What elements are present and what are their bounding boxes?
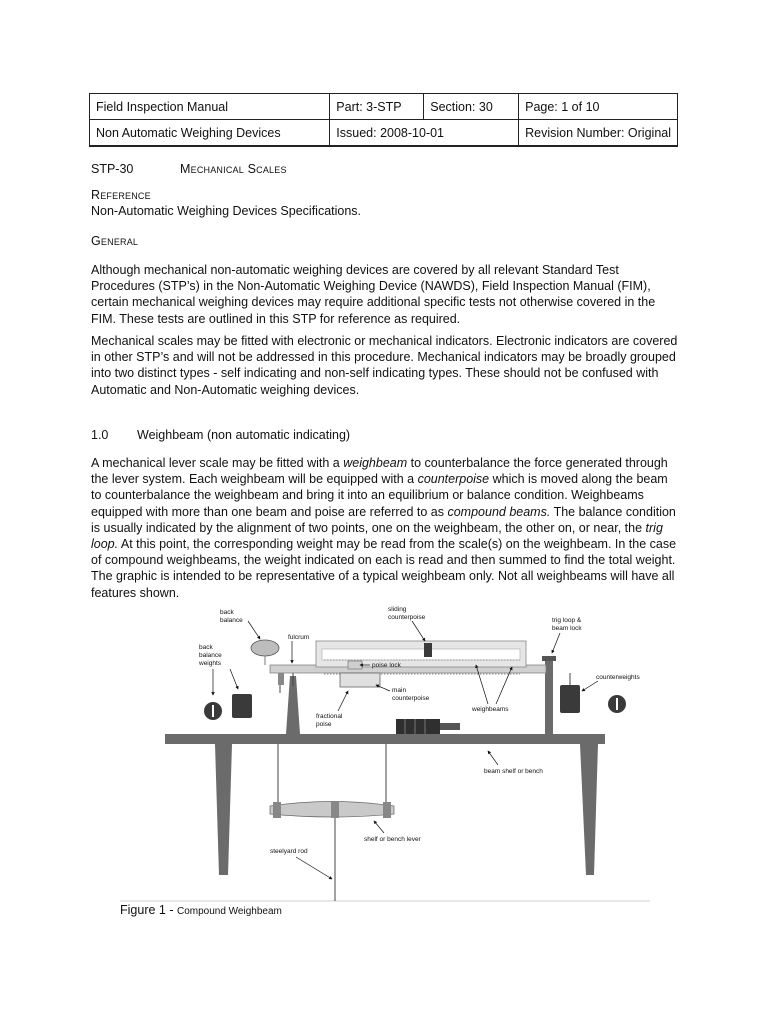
text-line: Although mechanical non-automatic weighing devices are covered by all relevant Standard Test: [91, 263, 619, 277]
text-line: certain mechanical weighing devices may require additional specific tests not otherwise covered in the: [91, 295, 656, 310]
reference-text: Non-Automatic Weighing Devices Specifications.: [91, 204, 362, 218]
label-back-balance: balance: [220, 617, 243, 624]
label-beam-shelf: beam shelf or bench: [484, 768, 543, 775]
manual-cell: Field Inspection Manual: [90, 94, 330, 120]
label-back-balance-weights: weights: [199, 660, 222, 667]
back-balance-weights: [232, 694, 252, 718]
device-cell: Non Automatic Weighing Devices: [90, 120, 330, 147]
label-shelf-lever: shelf or bench lever: [364, 836, 421, 843]
label-fractional-poise: fractional: [316, 713, 343, 720]
label-fulcrum: fulcrum: [288, 634, 310, 641]
section-title: Weighbeam (non automatic indicating): [137, 428, 351, 442]
text-line: equipped with more than one beam and poise are referred to as compound beams. The balance condition: [91, 504, 676, 519]
label-back-balance-weights: balance: [199, 652, 222, 659]
text-line: features shown.: [91, 585, 180, 600]
text-line: the lever system. Each weighbeam will be equipped with a counterpoise which is moved along the beam: [91, 472, 668, 487]
label-main-counterpoise: counterpoise: [392, 695, 430, 702]
text-line: in other STP’s and will not be addressed in this procedure. Mechanical indicators may be broadly grouped: [91, 350, 676, 365]
main-counterpoise: [340, 673, 380, 687]
reference-heading: Reference: [91, 188, 151, 202]
general-paragraph-2: [91, 333, 691, 398]
text-line: to counterbalance the weighbeam and bring it into an equilibrium or balance condition. Weighbeams: [91, 488, 644, 503]
text-line: is usually indicated by the alignment of two points, one on the weighbeam, the other on, or near, the trig: [91, 520, 663, 535]
weighbeam-paragraph: [91, 455, 691, 601]
revision-cell: Revision Number: Original: [519, 120, 678, 147]
general-paragraph-1: [91, 262, 691, 327]
header-table: [89, 93, 678, 147]
text-line: of compound weighbeams, the weight indicated on each is read and then summed to find the total weight.: [91, 553, 676, 568]
label-sliding-counterpoise: sliding: [388, 606, 407, 613]
general-heading: General: [91, 234, 139, 248]
stp-title: Mechanical Scales: [180, 162, 287, 176]
issued-cell: Issued: 2008-10-01: [330, 120, 519, 147]
figure-caption: Figure 1 - Compound Weighbeam: [120, 903, 282, 917]
text-line: Procedures (STP’s) in the Non-Automatic Weighing Device (NAWDS), Field Inspection Manual (FIM),: [91, 279, 651, 294]
text-line: Automatic and Non-Automatic weighing devices.: [91, 382, 360, 397]
label-back-balance: back: [220, 609, 234, 616]
text-line: into two distinct types - self indicating and non-self indicating types. These should not be confused with: [91, 366, 659, 381]
counterweights: [560, 685, 580, 713]
text-line: The graphic is intended to be representative of a typical weighbeam only. Not all weighbeams will have all: [91, 569, 675, 584]
weighbeam-diagram: [120, 601, 650, 903]
text-line: A mechanical lever scale may be fitted with a weighbeam to counterbalance the force generated through: [91, 456, 668, 470]
back-balance-weight: [251, 640, 279, 656]
section-number: 1.0: [91, 428, 109, 442]
label-back-balance-weights: back: [199, 644, 213, 651]
label-poise-lock: poise lock: [372, 662, 401, 669]
label-trig-loop: beam lock: [552, 625, 582, 632]
sliding-counterpoise: [424, 643, 432, 657]
label-trig-loop: trig loop &: [552, 617, 582, 624]
page-cell: Page: 1 of 10: [519, 94, 678, 120]
label-steelyard-rod: steelyard rod: [270, 848, 308, 855]
stp-code: STP-30: [91, 162, 134, 176]
text-line: Mechanical scales may be fitted with electronic or mechanical indicators. Electronic indicators are covered: [91, 334, 678, 348]
label-sliding-counterpoise: counterpoise: [388, 614, 426, 621]
poise-lock: [348, 661, 362, 669]
label-weighbeams: weighbeams: [472, 706, 509, 713]
text-line: loop. At this point, the corresponding weight may be read from the scale(s) on the weighbeam. In the case: [91, 537, 677, 552]
label-counterweights: counterweights: [596, 674, 640, 681]
label-main-counterpoise: main: [392, 687, 407, 694]
section-cell: Section: 30: [424, 94, 519, 120]
label-fractional-poise: poise: [316, 721, 332, 728]
text-line: FIM. These tests are outlined in this STP for reference as required.: [91, 311, 461, 326]
part-cell: Part: 3-STP: [330, 94, 424, 120]
